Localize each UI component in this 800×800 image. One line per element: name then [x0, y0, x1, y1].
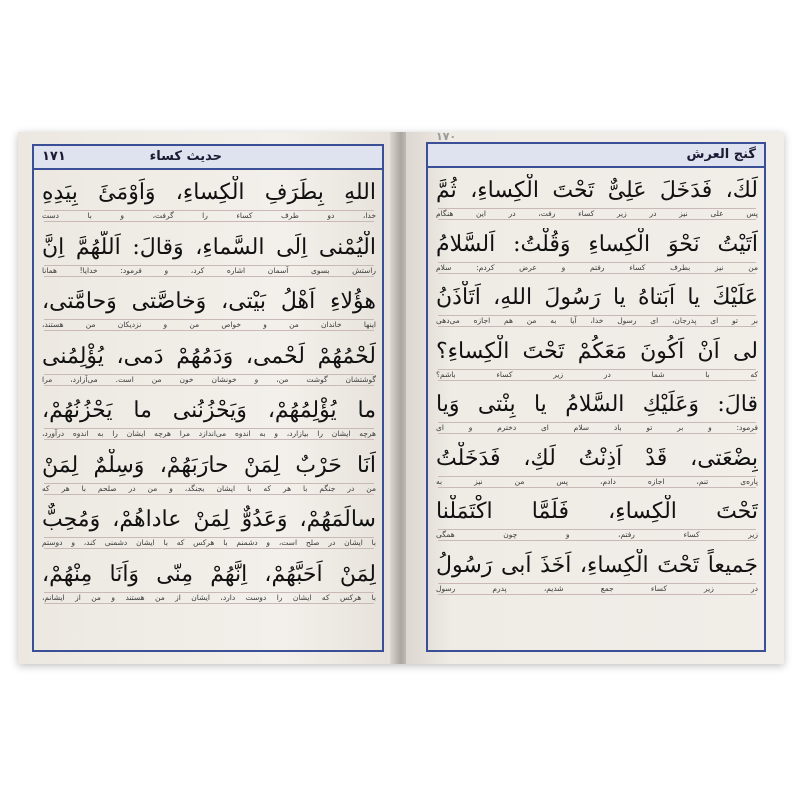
- persian-translation: زیر کساء رفتم، و چون همگی: [436, 530, 758, 539]
- ruled-line: [44, 548, 374, 549]
- arabic-text: تَحْتَ الْكِساءِ، فَلَمَّا اكْتَمَلْنا: [436, 499, 758, 524]
- ruled-line: [438, 540, 756, 541]
- arabic-text: لَحْمُهُمْ لَحْمی، وَدَمُهُمْ دَمی، یُؤْلِمُنی: [42, 343, 376, 369]
- verse-line: [436, 495, 758, 549]
- persian-translation: راستش بسوی آسمان اشاره کرد، و فرمود: خدایا! همانا: [42, 265, 376, 275]
- left-page-header: [34, 146, 382, 170]
- verse-line: [42, 503, 376, 558]
- ruled-line: [438, 326, 756, 327]
- ruled-line: [44, 439, 374, 440]
- right-page-number: ۱۷۰: [436, 132, 457, 143]
- ruled-line: [44, 494, 374, 495]
- ruled-line: [44, 330, 374, 331]
- right-page-text: [436, 174, 758, 644]
- left-page-text: [42, 176, 376, 644]
- persian-translation: با هرکس که ایشان را دوست دارد، ایشان از من هستند و من از ایشانم،: [42, 592, 376, 602]
- ruled-line: [44, 603, 374, 604]
- persian-translation: خدا، دو طرف کساء را گرفت، و با دست: [42, 211, 376, 220]
- arabic-text: لِمَنْ اَحَبَّهُمْ، اِنَّهُمْ مِنّی وَاَنَا مِنْهُمْ،: [42, 561, 376, 587]
- persian-translation: پس علی نیز در زیر کساء رفت، در این هنگام: [436, 209, 758, 218]
- right-page-frame: [426, 132, 766, 652]
- right-page-header: [428, 132, 764, 168]
- open-book: [18, 132, 784, 664]
- ruled-line: [44, 276, 374, 277]
- verse-line: [42, 231, 376, 286]
- ruled-line: [44, 221, 374, 222]
- persian-translation: هرچه ایشان را بیازارد، و به اندوه می‌اندازد مرا هرچه ایشان را به اندوه درآورد،: [42, 429, 376, 438]
- verse-line: [42, 340, 376, 395]
- persian-translation: با ایشان در صلح است، و دشمنم با هرکس که با ایشان دشمنی کند، و دوستم: [42, 538, 376, 547]
- left-page: [18, 132, 396, 664]
- verse-line: [436, 388, 758, 442]
- arabic-text: اللهِ بِطَرَفِ الْكِساءِ، وَاَوْمَئَ بِیَدِهِ: [42, 180, 376, 205]
- arabic-text: لَكَ، فَدَخَلَ عَلِیٌّ تَحْتَ الْكِساءِ، ثُمَّ: [436, 178, 758, 203]
- persian-translation: در زیر کساء جمع شدیم، پدرم رسول: [436, 583, 758, 593]
- arabic-text: اَتَیْتُ نَحْوَ الْكِساءِ وَقُلْتُ: اَلسَّلامُ: [436, 231, 758, 257]
- arabic-text: الْیُمْنی اِلَی السَّماءِ، وَقالَ: اَللّهُمَّ اِنَّ: [42, 234, 376, 260]
- verse-line: [436, 281, 758, 335]
- right-page-title: گنج العرش: [686, 147, 756, 162]
- persian-translation: بر تو ای پدرجان، ای رسول خدا، آیا به من هم اجازه می‌دهی: [436, 316, 758, 325]
- left-page-number: ۱۷۱: [42, 149, 66, 164]
- verse-line: [436, 335, 758, 389]
- persian-translation: پاره‌ی تنم، اجازه دادم، پس من نیز به: [436, 476, 758, 486]
- arabic-text: اَنَا حَرْبٌ لِمَنْ حارَبَهُمْ، وَسِلْمٌ لِمَنْ: [42, 452, 376, 478]
- persian-translation: اینها خاندان من و خواص من و نزدیکان من هستند،: [42, 320, 376, 329]
- verse-line: [436, 228, 758, 282]
- persian-translation: من در جنگم با هر که با ایشان بجنگد، و من در صلحم با هر که: [42, 483, 376, 493]
- ruled-line: [438, 273, 756, 274]
- ruled-line: [438, 433, 756, 434]
- persian-translation: که با شما در زیر کساء باشم؟: [436, 369, 758, 379]
- persian-translation: من نیز بطرف کساء رفتم و عرض کردم: سلام: [436, 262, 758, 272]
- verse-line: [436, 549, 758, 603]
- arabic-text: لی اَنْ اَكُونَ مَعَكُمْ تَحْتَ الْكِساءِ؟: [436, 338, 758, 364]
- arabic-text: بِضْعَتی، قَدْ اَذِنْتُ لَكِ، فَدَخَلْتُ: [436, 445, 758, 471]
- ruled-line: [438, 487, 756, 488]
- verse-line: [436, 174, 758, 228]
- ruled-line: [438, 380, 756, 381]
- verse-line: [42, 176, 376, 231]
- arabic-text: جَمیعاً تَحْتَ الْكِساءِ، اَخَذَ اَبی رَسُولُ: [436, 552, 758, 578]
- ruled-line: [438, 219, 756, 220]
- persian-translation: گوشتشان گوشت من، و خونشان خون من است. می‌آزارد، مرا: [42, 374, 376, 384]
- left-page-frame: [32, 144, 384, 652]
- right-page: [406, 132, 784, 664]
- verse-line: [436, 442, 758, 496]
- persian-translation: فرمود: و بر تو باد سلام ای دخترم و ای: [436, 423, 758, 432]
- arabic-text: ما یُؤْلِمُهُمْ، وَیَحْزُنُنی ما یَحْزُنُهُمْ،: [42, 398, 376, 423]
- ruled-line: [44, 385, 374, 386]
- verse-line: [42, 449, 376, 504]
- arabic-text: عَلَیْكَ یا اَبَتاهُ یا رَسُولَ اللهِ، اَتَاْذَنُ: [436, 285, 758, 310]
- ruled-line: [438, 594, 756, 595]
- verse-line: [42, 394, 376, 449]
- arabic-text: سالَمَهُمْ، وَعَدُوٌّ لِمَنْ عاداهُمْ، وَمُحِبٌّ: [42, 507, 376, 532]
- arabic-text: هؤُلاءِ اَهْلُ بَیْتی، وَخاصَّتی وَحامَّتی،: [42, 289, 376, 314]
- arabic-text: قالَ: وَعَلَیْكِ السَّلامُ یا بِنْتی وَیا: [436, 392, 758, 417]
- verse-line: [42, 558, 376, 613]
- left-page-title: حدیث کساء: [149, 149, 222, 164]
- verse-line: [42, 285, 376, 340]
